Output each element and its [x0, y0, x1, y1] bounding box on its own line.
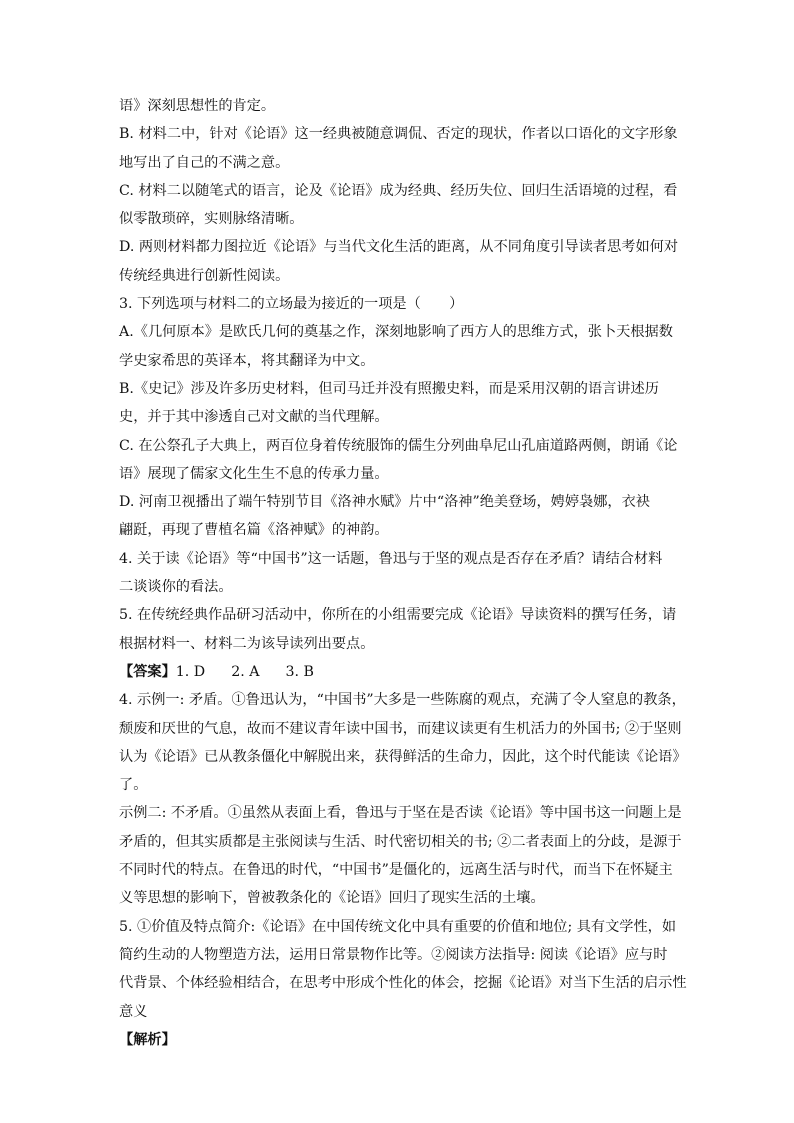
text-line: 史，并于其中渗透自己对文献的当代理解。 [119, 409, 389, 426]
option-d-line: D. 两则材料都力图拉近《论语》与当代文化生活的距离，从不同角度引导读者思考如何对 [119, 239, 679, 256]
text-line: 翩跹，再现了曹植名篇《洛神赋》的神韵。 [119, 522, 389, 539]
document-body [119, 92, 687, 1054]
text-line: 似零散琐碎，实则脉络清晰。 [119, 211, 304, 228]
text-line: 不同时代的特点。在鲁迅的时代，“中国书”是僵化的，远离生活与时代，而当下在怀疑主 [119, 862, 673, 879]
text-line: 意义 [119, 1003, 148, 1020]
q3-option-b-line: B.《史记》涉及许多历史材料，但司马迁并没有照搬史料，而是采用汉朝的语言讲述历 [119, 380, 659, 397]
text-line: 二谈谈你的看法。 [119, 579, 233, 596]
answer-5-line: 5. ①价值及特点简介:《论语》在中国传统文化中具有重要的价值和地位; 具有文学性，如 [119, 918, 677, 935]
example-2-line: 示例二: 不矛盾。①虽然从表面上看，鲁迅与于坚在是否读《论语》等中国书这一问题上是 [119, 805, 682, 822]
question-3: 3. 下列选项与材料二的立场最为接近的一项是（ ） [119, 296, 464, 313]
analysis-label: 【解析】 [119, 1031, 176, 1048]
question-5: 5. 在传统经典作品研习活动中，你所在的小组需要完成《论语》导读资料的撰写任务，请 [119, 607, 677, 624]
option-b-line: B. 材料二中，针对《论语》这一经典被随意调侃、否定的现状，作者以口语化的文字形象 [119, 126, 678, 143]
text-line: 地写出了自己的不满之意。 [119, 154, 290, 171]
text-line: 代背景、个体经验相结合，在思考中形成个性化的体会，挖掘《论语》对当下生活的启示性 [119, 975, 687, 992]
text-line: 认为《论语》已从教条僵化中解脱出来，获得鲜活的生命力，因此，这个时代能读《论语》 [119, 748, 687, 765]
answer-4-line: 4. 示例一: 矛盾。①鲁迅认为，“中国书”大多是一些陈腐的观点，充满了令人窒息的教条， [119, 692, 686, 709]
text-line: 根据材料一、材料二为该导读列出要点。 [119, 635, 375, 652]
q3-option-c-line: C. 在公祭孔子大典上，两百位身着传统服饰的儒生分列曲阜尼山孔庙道路两侧，朗诵《论 [119, 437, 678, 454]
text-line: 学史家希思的英译本，将其翻译为中文。 [119, 352, 375, 369]
text-line: 义等思想的影响下，曾被教条化的《论语》回归了现实生活的土壤。 [119, 890, 545, 907]
text-line: 语》深刻思想性的肯定。 [119, 98, 276, 114]
answer-line [119, 658, 679, 686]
q3-option-a-line: A.《几何原本》是欧氏几何的奠基之作，深刻地影响了西方人的思维方式，张卜天根据数 [119, 324, 673, 341]
text-line: 了。 [119, 777, 148, 794]
question-4: 4. 关于读《论语》等“中国书”这一话题，鲁迅与于坚的观点是否存在矛盾？请结合材料 [119, 550, 663, 567]
text-line: 简约生动的人物塑造方法，运用日常景物作比等。②阅读方法指导: 阅读《论语》应与时 [119, 946, 668, 963]
answer-label: 【答案】 [119, 663, 176, 680]
answer-item-1: 1. D [175, 663, 206, 680]
answer-item-3: 3. B [285, 663, 314, 680]
text-line: 语》展现了儒家文化生生不息的传承力量。 [119, 465, 389, 482]
text-line: 传统经典进行创新性阅读。 [119, 267, 290, 284]
q3-option-d-line: D. 河南卫视播出了端午特别节目《洛神水赋》片中“洛神”绝美登场，娉婷袅娜，衣袂 [119, 494, 650, 511]
text-line: 颓废和厌世的气息，故而不建议青年读中国书，而建议读更有生机活力的外国书; ②于坚则 [119, 720, 682, 737]
option-c-line: C. 材料二以随笔式的语言，论及《论语》成为经典、经历失位、回归生活语境的过程，看 [119, 182, 678, 199]
text-line: 矛盾的，但其实质都是主张阅读与生活、时代密切相关的书; ②二者表面上的分歧，是源于 [119, 833, 682, 850]
answer-item-2: 2. A [231, 663, 260, 680]
